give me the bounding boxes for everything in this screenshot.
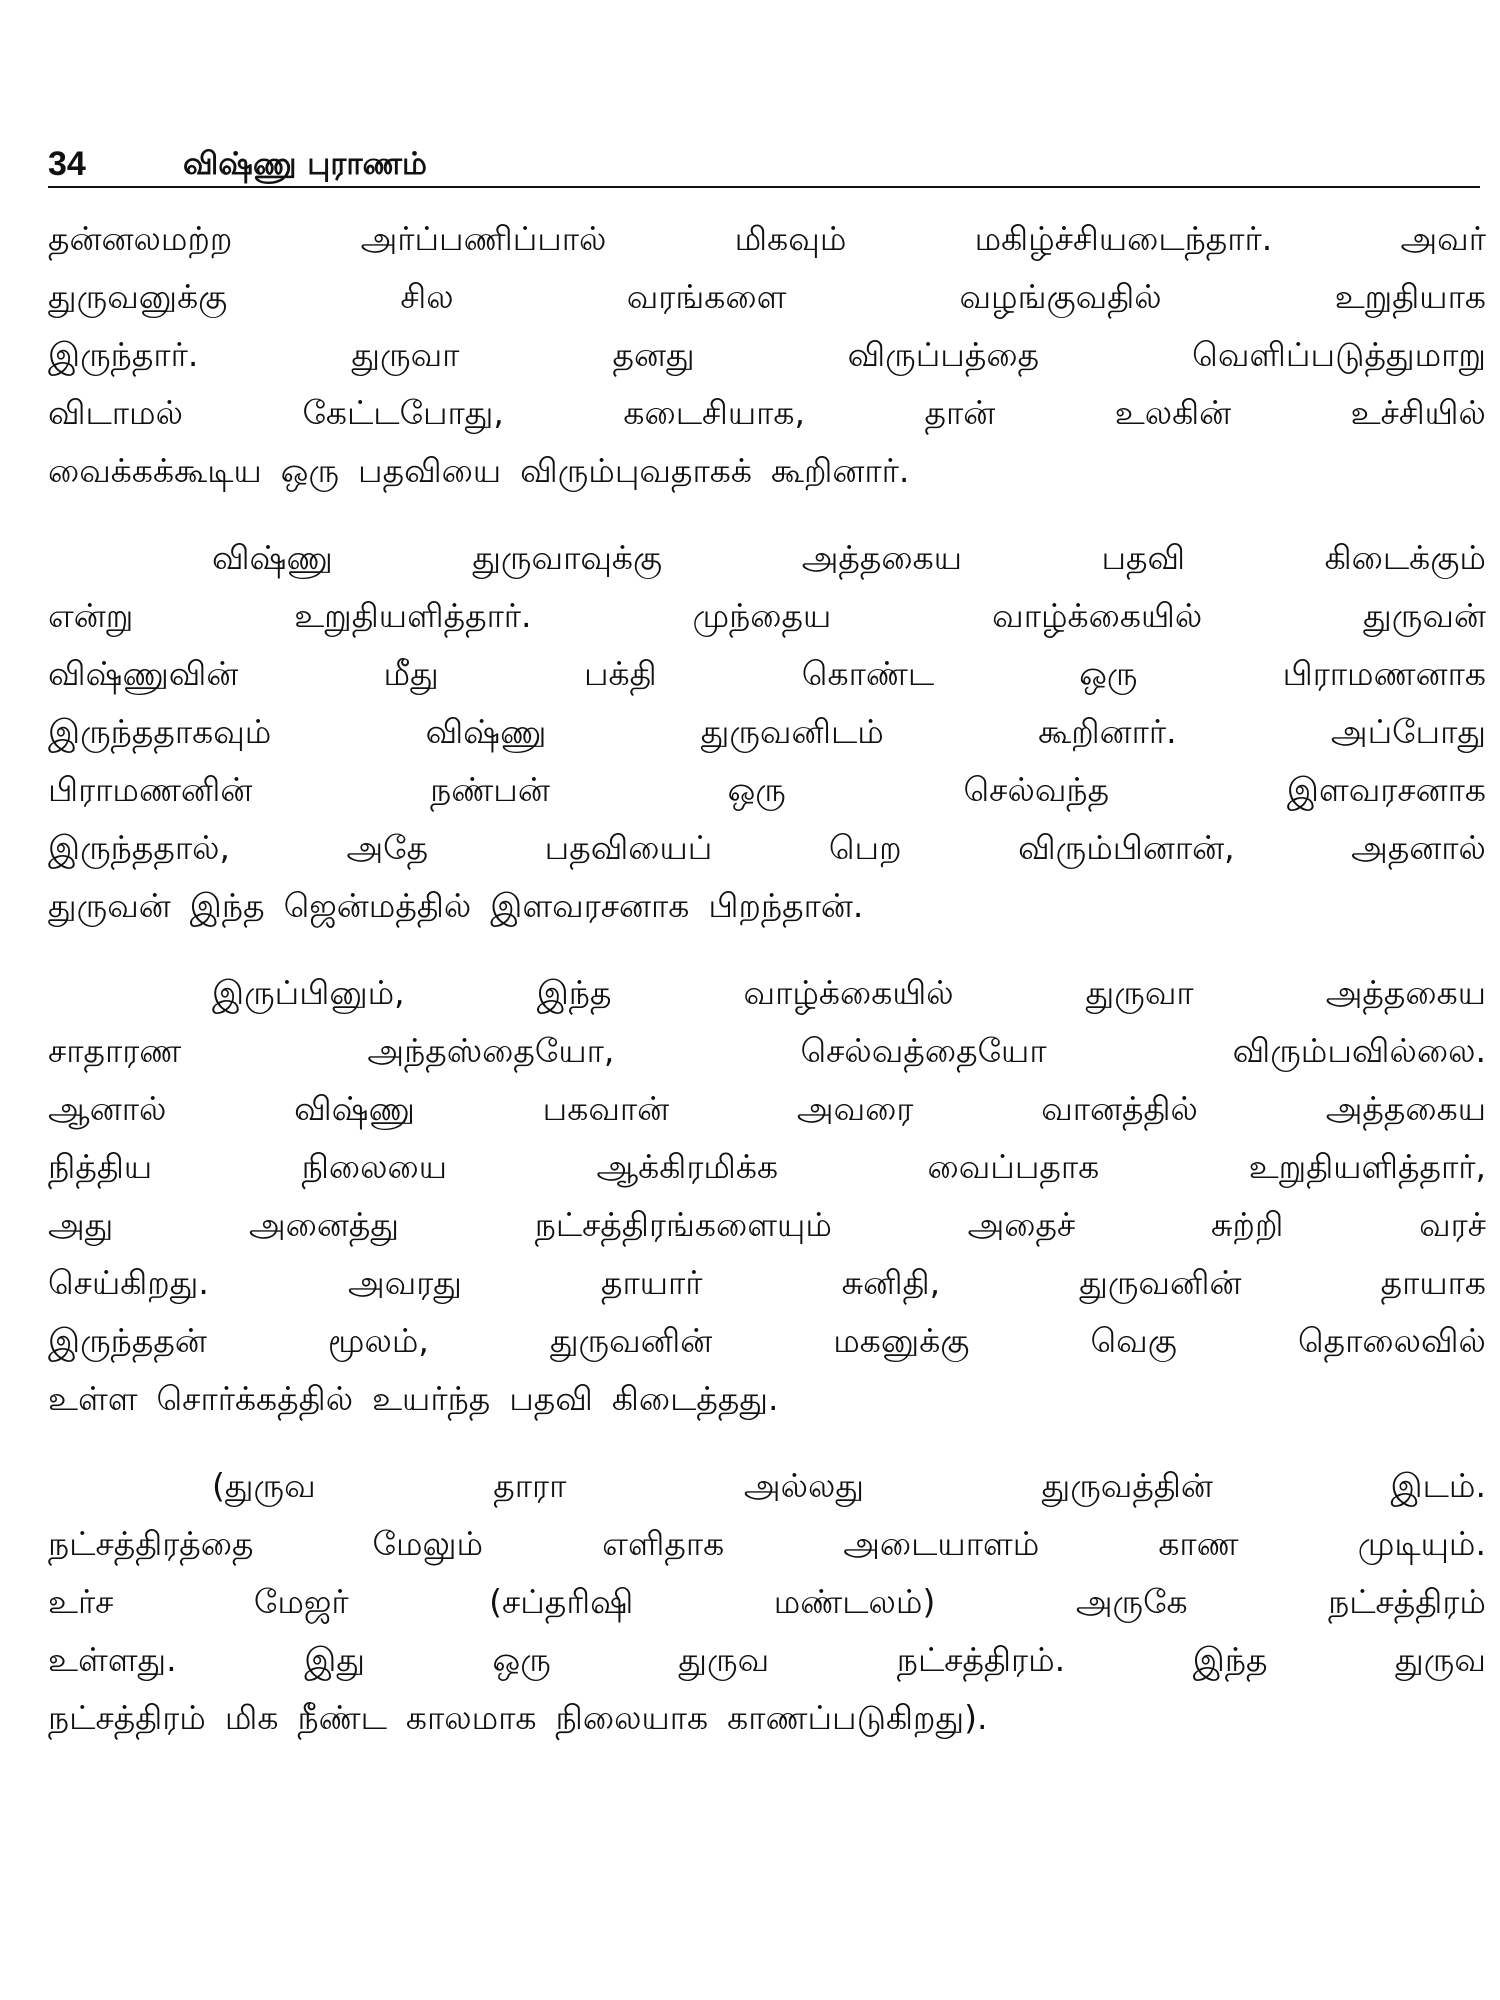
word: துருவன் [48,886,171,925]
word: ஒரு [492,1640,551,1679]
word: துருவனுக்கு [48,277,228,316]
word: இருந்ததால், [48,828,230,867]
word: இருப்பினும், [212,973,405,1012]
word: தன்னலமற்ற [48,219,233,258]
word: சொர்க்கத்தில் [156,1379,354,1418]
word: அவரது [347,1263,462,1302]
word: சாதாரண [48,1031,182,1070]
text-line [48,761,1486,819]
text-line [48,877,1486,935]
word: துருவனிடம் [700,712,884,751]
word: துருவனின் [1079,1263,1242,1302]
word: பெற [828,828,902,867]
word: விஷ்ணு [425,712,547,751]
word: உள்ளது. [48,1640,177,1679]
page-number: 34 [48,145,86,183]
word: துருவ [678,1640,770,1679]
word: இருந்தார். [48,335,199,374]
word: அர்ப்பணிப்பால் [360,219,607,258]
word: காணப்படுகிறது). [727,1698,988,1737]
text-line [48,1022,1486,1080]
word: (சப்தரிஷி [489,1582,634,1621]
word: அத்தகைய [1325,973,1486,1012]
word: விடாமல் [48,393,183,432]
word: ஒரு [727,770,786,809]
word: வாழ்க்கையில் [992,596,1203,635]
word: விஷ்ணுவின் [48,654,239,693]
word: அத்தகைய [1325,1089,1486,1128]
word: உள்ள [48,1379,138,1418]
paragraph [48,1457,1486,1747]
word: இளவரசனாக [1286,770,1486,809]
word: ஒரு [280,451,340,490]
word: உர்ச [48,1582,114,1621]
word: நீண்ட [297,1698,387,1737]
word: நட்சத்திரங்களையும் [534,1205,832,1244]
word: பிராமணனாக [1282,654,1486,693]
word: மிக [224,1698,279,1737]
word: மகிழ்ச்சியடைந்தார். [974,219,1273,258]
word: இந்த [536,973,612,1012]
word: காலமாக [405,1698,537,1737]
word: மண்டலம்) [773,1582,936,1621]
word: அதனால் [1351,828,1486,867]
word: கடைசியாக, [623,393,805,432]
word: தனது [612,335,695,374]
text-line [48,1370,1486,1428]
word: நட்சத்திரம் [1328,1582,1486,1621]
word: அருகே [1075,1582,1188,1621]
word: என்று [48,596,134,635]
text-line [48,1254,1486,1312]
word: விஷ்ணு [294,1089,415,1128]
word: பிறந்தான். [708,886,864,925]
word: பதவியைப் [544,828,713,867]
text-line [48,645,1486,703]
word: விரும்பினான், [1018,828,1235,867]
word: சுற்றி [1210,1205,1284,1244]
word: பிராமணனின் [48,770,253,809]
word: முடியும். [1357,1524,1486,1563]
word: இந்த [1192,1640,1268,1679]
word: இளவரசனாக [490,886,690,925]
word: கூறினார். [770,451,910,490]
word: துருவா [351,335,460,374]
word: அத்தகைய [801,538,962,577]
word: உலகின் [1114,393,1232,432]
word: செய்கிறது. [48,1263,209,1302]
word: விரும்பவில்லை. [1232,1031,1486,1070]
text-line [48,384,1486,442]
book-title: விஷ்ணு புராணம் [183,146,427,182]
word: நண்பன் [430,770,550,809]
word: பக்தி [583,654,657,693]
word: பகவான் [542,1089,670,1128]
word: நட்சத்திரத்தை [48,1524,254,1563]
text-line [48,1080,1486,1138]
word: அதே [346,828,429,867]
word: மீது [383,654,439,693]
word: பதவியை [358,451,502,490]
word: இருந்ததாகவும் [48,712,272,751]
word: அப்போது [1330,712,1486,751]
word: துருவனின் [549,1321,713,1360]
word: ஜென்மத்தில் [283,886,472,925]
word: ஆக்கிரமிக்க [596,1147,779,1186]
word: அனைத்து [249,1205,400,1244]
word: உறுதியாக [1334,277,1486,316]
word: அது [48,1205,114,1244]
word: பதவி [1101,538,1186,577]
word: சில [400,277,454,316]
word: செல்வத்தையோ [800,1031,1047,1070]
paragraph [48,529,1486,935]
word: நிலையாக [555,1698,709,1737]
word: துருவாவுக்கு [472,538,663,577]
word: உச்சியில் [1350,393,1486,432]
word: அல்லது [743,1466,864,1505]
word: காண [1158,1524,1239,1563]
word: கூறினார். [1038,712,1177,751]
word: உயர்ந்த [372,1379,491,1418]
word: துருவன் [1363,596,1486,635]
word: வரச் [1419,1205,1486,1244]
word: (துருவ [212,1466,316,1505]
text-line [48,210,1486,268]
text-line [48,1573,1486,1631]
word: வானத்தில் [1041,1089,1198,1128]
word: மேஜர் [253,1582,349,1621]
word: உறுதியளித்தார், [1248,1147,1486,1186]
text-line [48,1631,1486,1689]
word: கிடைக்கும் [1324,538,1486,577]
header-rule [48,186,1480,188]
text-line [48,1312,1486,1370]
word: நட்சத்திரம். [896,1640,1066,1679]
word: துருவா [1085,973,1194,1012]
word: தொலைவில் [1297,1321,1486,1360]
word: விஷ்ணு [212,538,333,577]
text-line [48,1138,1486,1196]
word: சுனிதி, [841,1263,941,1302]
text-line [48,529,1486,587]
word: அவர் [1400,219,1486,258]
word: இது [304,1640,365,1679]
word: நட்சத்திரம் [48,1698,206,1737]
word: மூலம், [327,1321,429,1360]
word: நிலையை [301,1147,448,1186]
word: வைப்பதாக [927,1147,1100,1186]
word: இருந்ததன் [48,1321,207,1360]
word: வழங்குவதில் [959,277,1162,316]
word: வெகு [1090,1321,1177,1360]
word: விருப்பத்தை [847,335,1040,374]
word: கொண்ட [801,654,935,693]
word: தாயார் [600,1263,703,1302]
word: மேலும் [372,1524,484,1563]
word: எளிதாக [602,1524,725,1563]
text-line [48,442,1486,500]
word: வெளிப்படுத்துமாறு [1192,335,1486,374]
word: உறுதியளித்தார். [294,596,532,635]
word: வரங்களை [626,277,787,316]
word: விரும்புவதாகக் [520,451,752,490]
word: ஆனால் [48,1089,167,1128]
word: துருவத்தின் [1041,1466,1213,1505]
word: நித்திய [48,1147,153,1186]
word: கிடைத்தது. [611,1379,779,1418]
word: வைக்கக்கூடிய [48,451,262,490]
word: செல்வந்த [963,770,1110,809]
running-header [48,134,1478,184]
paragraph [48,964,1486,1428]
word: பதவி [509,1379,593,1418]
text-line [48,268,1486,326]
word: கேட்டபோது, [302,393,504,432]
word: மிகவும் [734,219,847,258]
text-line [48,819,1486,877]
text-line [48,1196,1486,1254]
text-line [48,703,1486,761]
body-text [48,210,1486,1776]
word: தாரா [493,1466,567,1505]
word: தான் [924,393,996,432]
word: தாயாக [1380,1263,1486,1302]
word: வாழ்க்கையில் [743,973,954,1012]
word: மகனுக்கு [833,1321,970,1360]
paragraph [48,210,1486,500]
word: அவரை [796,1089,914,1128]
word: ஒரு [1079,654,1138,693]
text-line [48,326,1486,384]
text-line [48,964,1486,1022]
text-line [48,587,1486,645]
word: இடம். [1390,1466,1486,1505]
text-line [48,1515,1486,1573]
word: இந்த [189,886,265,925]
word: துருவ [1395,1640,1486,1679]
text-line [48,1457,1486,1515]
word: அடையாளம் [843,1524,1040,1563]
word: அந்தஸ்தையோ, [367,1031,615,1070]
word: அதைச் [967,1205,1076,1244]
text-line [48,1689,1486,1747]
word: முந்தைய [692,596,832,635]
